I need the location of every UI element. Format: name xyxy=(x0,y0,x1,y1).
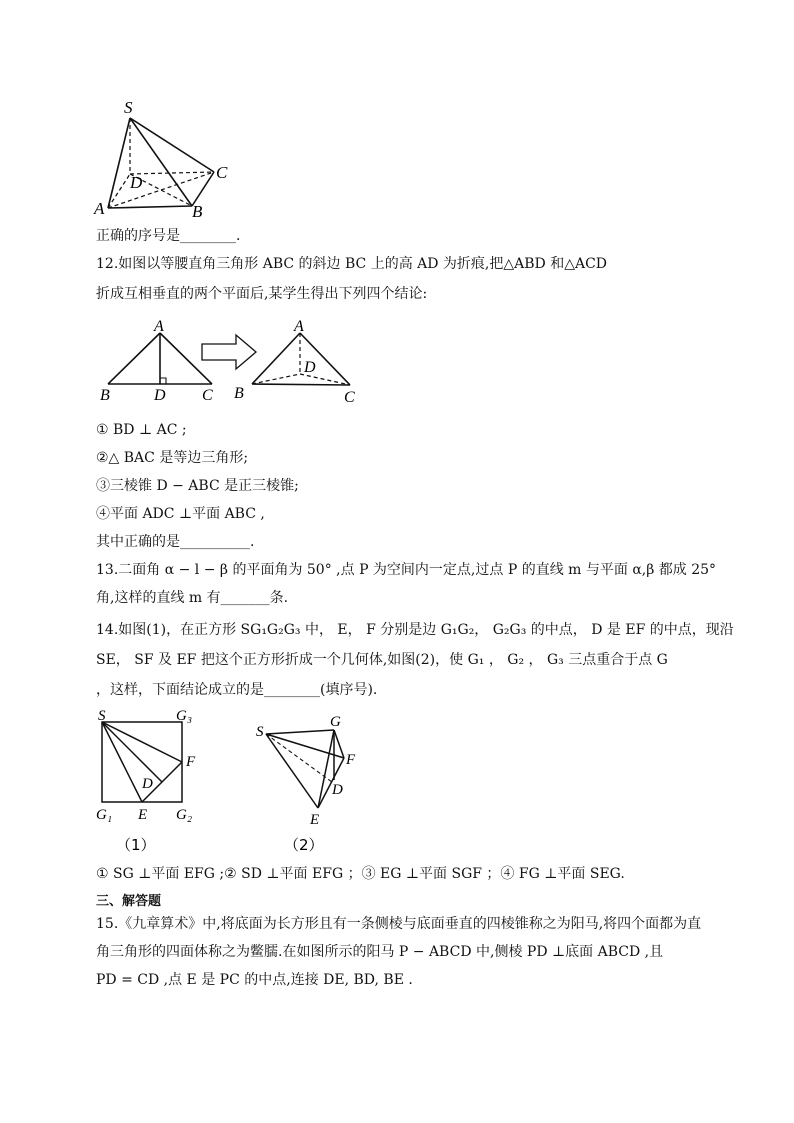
tetrahedron-figure xyxy=(250,704,370,860)
q14-line-2: SE， SF 及 EF 把这个正方形折成一个几何体,如图(2)，使 G₁ ， G₂ ， G₃ 三点重合于点 G xyxy=(96,652,668,668)
q13-line-2: 角,这样的直线 m 有_______条. xyxy=(96,590,289,606)
label-D: D xyxy=(130,173,143,192)
q12-answer: 其中正确的是__________. xyxy=(96,534,255,550)
label-A: A xyxy=(94,199,105,218)
q12-statement-3: ③三棱锥 D − ABC 是正三棱锥; xyxy=(96,478,299,494)
q13-line-1: 13.二面角 α − l − β 的平面角为 50° ,点 P 为空间内一定点,过点 P 的直线 m 与平面 α,β 都成 25° xyxy=(96,562,717,578)
sq-label-G1: G₁ xyxy=(96,807,113,823)
tet-caption: （2） xyxy=(284,836,324,854)
sq-caption: （1） xyxy=(116,836,156,854)
q14-statements: ① SG ⊥平面 EFG ;② SD ⊥平面 EFG ；③ EG ⊥平面 SGF ；④ FG ⊥平面 SEG. xyxy=(96,866,625,882)
q14-line-3: ，这样，下面结论成立的是________(填序号). xyxy=(96,682,378,698)
fold-left-D: D xyxy=(154,387,166,404)
pyramid-figure xyxy=(88,96,238,221)
text-line-1: 正确的序号是________. xyxy=(96,228,241,244)
sq-label-S: S xyxy=(98,708,106,724)
tet-label-S: S xyxy=(256,724,264,740)
square-figure xyxy=(92,704,208,860)
label-S: S xyxy=(124,98,133,117)
fold-left-A: A xyxy=(154,318,164,335)
sq-label-E: E xyxy=(138,807,148,823)
sq-label-G3: G₃ xyxy=(176,708,193,724)
fold-right-A: A xyxy=(294,318,304,335)
tet-label-E: E xyxy=(310,812,320,828)
q14-line-1: 14.如图(1)，在正方形 SG₁G₂G₃ 中， E， F 分别是边 G₁G₂， G₂G₃ 的中点， D 是 EF 的中点，现沿 xyxy=(96,622,734,638)
fold-right-C: C xyxy=(344,389,355,406)
q15-line-1: 15.《九章算术》中,将底面为长方形且有一条侧棱与底面垂直的四棱锥称之为阳马,将四个面都为直 xyxy=(96,916,702,932)
sq-label-F: F xyxy=(186,754,196,770)
tet-label-F: F xyxy=(346,752,356,768)
q15-line-2: 角三角形的四面体称之为鳖臑.在如图所示的阳马 P − ABCD 中,侧棱 PD ⊥底面 ABCD ,且 xyxy=(96,944,664,960)
q12-statement-1: ① BD ⊥ AC ; xyxy=(96,422,187,438)
sq-label-D: D xyxy=(142,776,153,792)
fold-right-B: B xyxy=(234,385,244,402)
fold-left-B: B xyxy=(100,387,110,404)
tet-label-G: G xyxy=(330,714,341,730)
q12-line-2: 折成互相垂直的两个平面后,某学生得出下列四个结论: xyxy=(96,286,428,302)
fold-left-C: C xyxy=(202,387,213,404)
tet-label-D: D xyxy=(332,782,343,798)
section-heading: 三、解答题 xyxy=(96,894,162,909)
fold-right-D: D xyxy=(304,359,316,376)
folding-figure xyxy=(96,316,386,408)
q12-statement-4: ④平面 ADC ⊥平面 ABC , xyxy=(96,506,265,522)
q12-statement-2: ②△ BAC 是等边三角形; xyxy=(96,450,249,466)
q15-line-3: PD = CD ,点 E 是 PC 的中点,连接 DE, BD, BE . xyxy=(96,972,413,988)
label-C: C xyxy=(216,163,228,182)
sq-label-G2: G₂ xyxy=(176,807,193,823)
label-B: B xyxy=(192,202,203,221)
q12-line-1: 12.如图以等腰直角三角形 ABC 的斜边 BC 上的高 AD 为折痕,把△ABD 和△ACD xyxy=(96,256,608,272)
